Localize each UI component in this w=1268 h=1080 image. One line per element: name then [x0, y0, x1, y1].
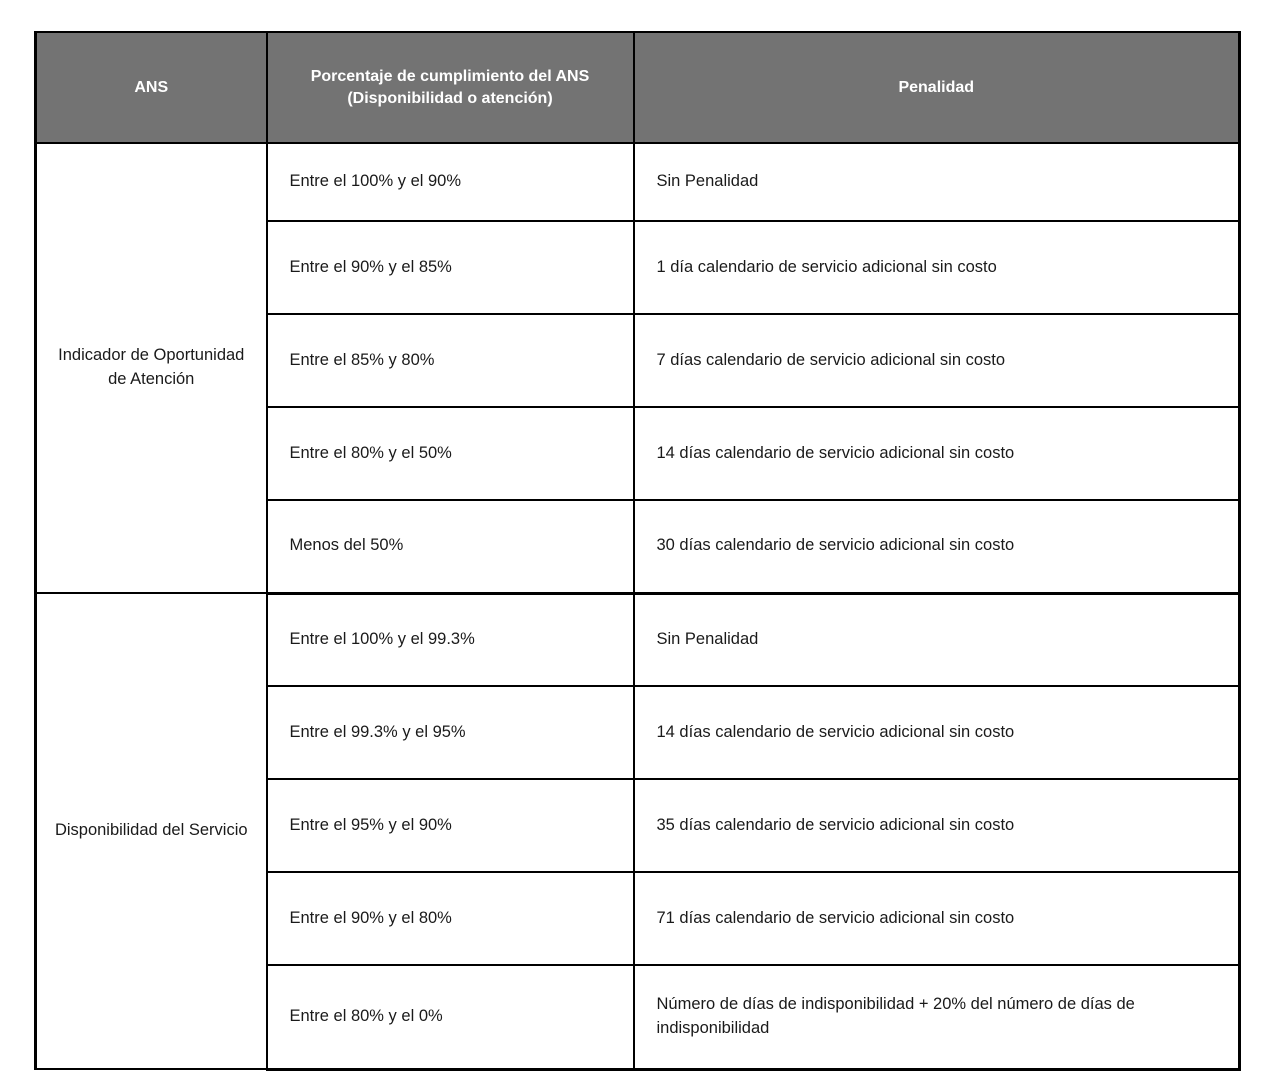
cell-percentage: Entre el 80% y el 0%	[267, 965, 634, 1069]
sla-penalty-table	[34, 31, 1241, 1071]
cell-penalty: 35 días calendario de servicio adicional sin costo	[634, 779, 1240, 872]
group-label-disponibilidad: Disponibilidad del Servicio	[36, 593, 267, 1069]
cell-percentage: Entre el 95% y el 90%	[267, 779, 634, 872]
cell-percentage: Entre el 100% y el 90%	[267, 143, 634, 221]
cell-penalty: Número de días de indisponibilidad + 20% del número de días de indisponibilidad	[634, 965, 1240, 1069]
cell-percentage: Entre el 90% y el 85%	[267, 221, 634, 314]
table-header	[36, 32, 1240, 143]
header-row	[36, 32, 1240, 143]
cell-percentage: Entre el 90% y el 80%	[267, 872, 634, 965]
column-header-penalty: Penalidad	[634, 32, 1240, 143]
cell-penalty: Sin Penalidad	[634, 593, 1240, 686]
cell-penalty: 7 días calendario de servicio adicional sin costo	[634, 314, 1240, 407]
cell-percentage: Menos del 50%	[267, 500, 634, 593]
cell-penalty: 14 días calendario de servicio adicional sin costo	[634, 686, 1240, 779]
cell-penalty: 71 días calendario de servicio adicional sin costo	[634, 872, 1240, 965]
cell-percentage: Entre el 99.3% y el 95%	[267, 686, 634, 779]
cell-penalty: Sin Penalidad	[634, 143, 1240, 221]
cell-percentage: Entre el 100% y el 99.3%	[267, 593, 634, 686]
table-row	[36, 593, 1240, 686]
table-row	[36, 143, 1240, 221]
cell-penalty: 30 días calendario de servicio adicional sin costo	[634, 500, 1240, 593]
cell-percentage: Entre el 85% y 80%	[267, 314, 634, 407]
cell-percentage: Entre el 80% y el 50%	[267, 407, 634, 500]
table-body	[36, 143, 1240, 1069]
group-label-oportunidad: Indicador de Oportunidad de Atención	[36, 143, 267, 593]
cell-penalty: 14 días calendario de servicio adicional sin costo	[634, 407, 1240, 500]
column-header-percentage: Porcentaje de cumplimiento del ANS (Disponibilidad o atención)	[267, 32, 634, 143]
column-header-ans: ANS	[36, 32, 267, 143]
cell-penalty: 1 día calendario de servicio adicional sin costo	[634, 221, 1240, 314]
